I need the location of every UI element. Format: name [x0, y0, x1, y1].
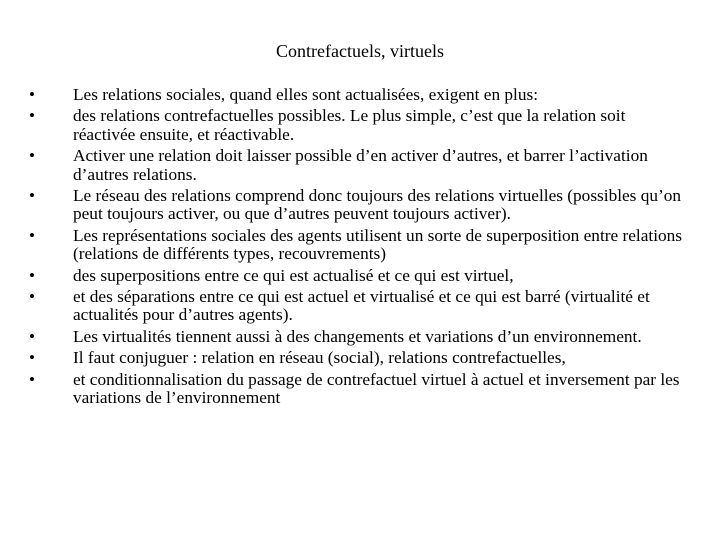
bullet-dot-icon: • — [29, 186, 35, 206]
bullet-item-1 — [0, 86, 720, 104]
bullet-text: Les représentations sociales des agents utilisent un sorte de superposition entre relations (relations de différents types, recouvrements) — [73, 225, 683, 264]
bullet-list — [0, 86, 720, 411]
bullet-item-9 — [0, 349, 720, 367]
bullet-item-7 — [0, 288, 720, 325]
bullet-dot-icon: • — [29, 85, 35, 104]
bullet-item-3 — [0, 147, 720, 184]
bullet-item-8 — [0, 328, 720, 346]
bullet-dot-icon: • — [29, 106, 35, 126]
bullet-dot-icon: • — [29, 369, 35, 389]
bullet-text: Activer une relation doit laisser possible d’en activer d’autres, et barrer l’activation d’autres relations. — [73, 146, 648, 184]
bullet-dot-icon: • — [29, 225, 35, 245]
bullet-text: Les virtualités tiennent aussi à des changements et variations d’un environnement. — [73, 326, 642, 346]
slide-title: Contrefactuels, virtuels — [276, 41, 444, 61]
bullet-dot-icon: • — [29, 348, 35, 368]
bullet-item-4 — [0, 187, 720, 224]
bullet-text: et des séparations entre ce qui est actuel et virtualisé et ce qui est barré (virtualité et actualités pour d’autres agents). — [73, 287, 650, 325]
bullet-dot-icon: • — [29, 287, 35, 307]
bullet-text: Le réseau des relations comprend donc toujours des relations virtuelles (possibles qu’on peut toujours activer, ou que d’autres peuvent toujours activer). — [73, 186, 682, 224]
bullet-text: des relations contrefactuelles possibles. Le plus simple, c’est que la relation soit réactivée ensuite, et réactivable. — [73, 106, 626, 144]
bullet-text: des superpositions entre ce qui est actualisé et ce qui est virtuel, — [73, 265, 514, 285]
bullet-dot-icon: • — [29, 265, 35, 285]
bullet-item-5 — [0, 227, 720, 264]
bullet-item-2 — [0, 107, 720, 144]
bullet-dot-icon: • — [29, 326, 35, 346]
bullet-text: et conditionnalisation du passage de contrefactuel virtuel à actuel et inversement par les variations de l’environnement — [73, 369, 680, 408]
bullet-text: Les relations sociales, quand elles sont actualisées, exigent en plus: — [73, 85, 539, 104]
bullet-item-6 — [0, 267, 720, 285]
bullet-dot-icon: • — [29, 146, 35, 166]
bullet-text: Il faut conjuguer : relation en réseau (social), relations contrefactuelles, — [73, 348, 566, 368]
bullet-item-10 — [0, 371, 720, 408]
